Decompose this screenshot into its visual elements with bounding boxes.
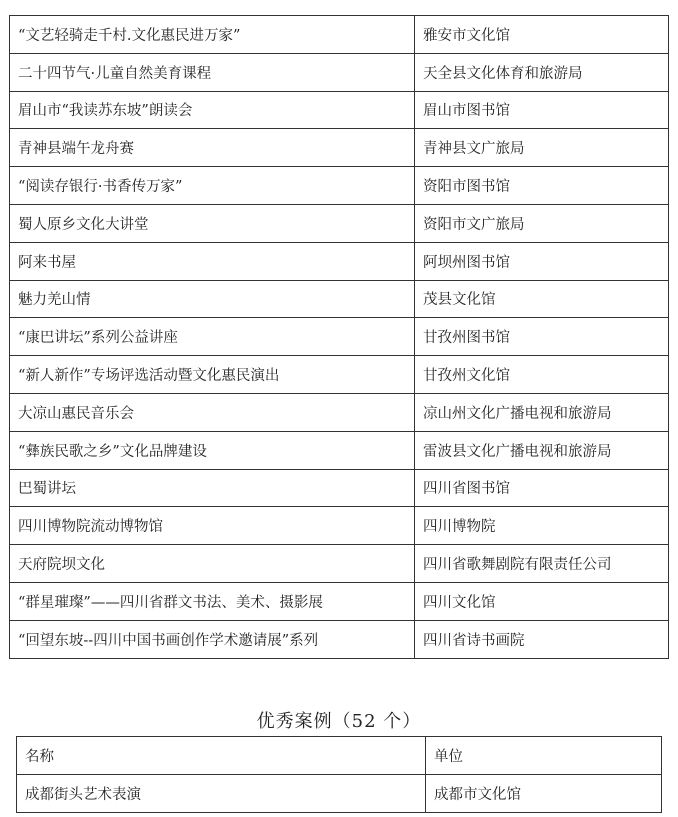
name-cell: “群星璀璨”——四川省群文书法、美术、摄影展 [10, 582, 415, 620]
table-row [10, 507, 669, 545]
table-row [10, 53, 669, 91]
table-row [10, 318, 669, 356]
header-name-cell: 名称 [17, 737, 426, 775]
name-cell: 天府院坝文化 [10, 545, 415, 583]
excellent-cases-table [16, 736, 662, 813]
table-row [10, 129, 669, 167]
name-cell: 四川博物院流动博物馆 [10, 507, 415, 545]
name-cell: 阿来书屋 [10, 242, 415, 280]
table-row [10, 469, 669, 507]
table-row [10, 356, 669, 394]
table-row [10, 16, 669, 54]
name-cell: 巴蜀讲坛 [10, 469, 415, 507]
section-title: 优秀案例（52 个） [256, 711, 422, 732]
name-cell: 大凉山惠民音乐会 [10, 393, 415, 431]
unit-cell: 四川省图书馆 [415, 469, 669, 507]
name-cell: 青神县端午龙舟赛 [10, 129, 415, 167]
unit-cell: 成都市文化馆 [426, 775, 662, 813]
name-cell: “新人新作”专场评选活动暨文化惠民演出 [10, 356, 415, 394]
table-row [17, 775, 662, 813]
unit-cell: 眉山市图书馆 [415, 91, 669, 129]
unit-cell: 阿坝州图书馆 [415, 242, 669, 280]
unit-cell: 资阳市图书馆 [415, 167, 669, 205]
name-cell: 蜀人原乡文化大讲堂 [10, 204, 415, 242]
name-cell: “回望东坡--四川中国书画创作学术邀请展”系列 [10, 620, 415, 658]
table-row [10, 393, 669, 431]
unit-cell: 甘孜州文化馆 [415, 356, 669, 394]
unit-cell: 雷波县文化广播电视和旅游局 [415, 431, 669, 469]
name-cell: “康巴讲坛”系列公益讲座 [10, 318, 415, 356]
excellent-cases-body [17, 737, 662, 813]
table-row [10, 431, 669, 469]
unit-cell: 四川文化馆 [415, 582, 669, 620]
table-row [10, 545, 669, 583]
name-cell: “阅读存银行·书香传万家” [10, 167, 415, 205]
table-row [10, 280, 669, 318]
table-row [10, 242, 669, 280]
table-row [10, 204, 669, 242]
table-row [10, 620, 669, 658]
award-list-body [10, 16, 669, 659]
table-row [10, 582, 669, 620]
name-cell: 成都街头艺术表演 [17, 775, 426, 813]
unit-cell: 凉山州文化广播电视和旅游局 [415, 393, 669, 431]
name-cell: 魅力羌山情 [10, 280, 415, 318]
table-row [10, 91, 669, 129]
name-cell: “文艺轻骑走千村.文化惠民进万家” [10, 16, 415, 54]
header-unit-cell: 单位 [426, 737, 662, 775]
unit-cell: 四川省歌舞剧院有限责任公司 [415, 545, 669, 583]
unit-cell: 甘孜州图书馆 [415, 318, 669, 356]
unit-cell: 天全县文化体育和旅游局 [415, 53, 669, 91]
unit-cell: 四川博物院 [415, 507, 669, 545]
unit-cell: 四川省诗书画院 [415, 620, 669, 658]
unit-cell: 雅安市文化馆 [415, 16, 669, 54]
name-cell: “彝族民歌之乡”文化品牌建设 [10, 431, 415, 469]
table-header-row [17, 737, 662, 775]
table-row [10, 167, 669, 205]
award-list-table [9, 15, 669, 659]
unit-cell: 青神县文广旅局 [415, 129, 669, 167]
unit-cell: 资阳市文广旅局 [415, 204, 669, 242]
unit-cell: 茂县文化馆 [415, 280, 669, 318]
name-cell: 眉山市“我读苏东坡”朗读会 [10, 91, 415, 129]
name-cell: 二十四节气·儿童自然美育课程 [10, 53, 415, 91]
